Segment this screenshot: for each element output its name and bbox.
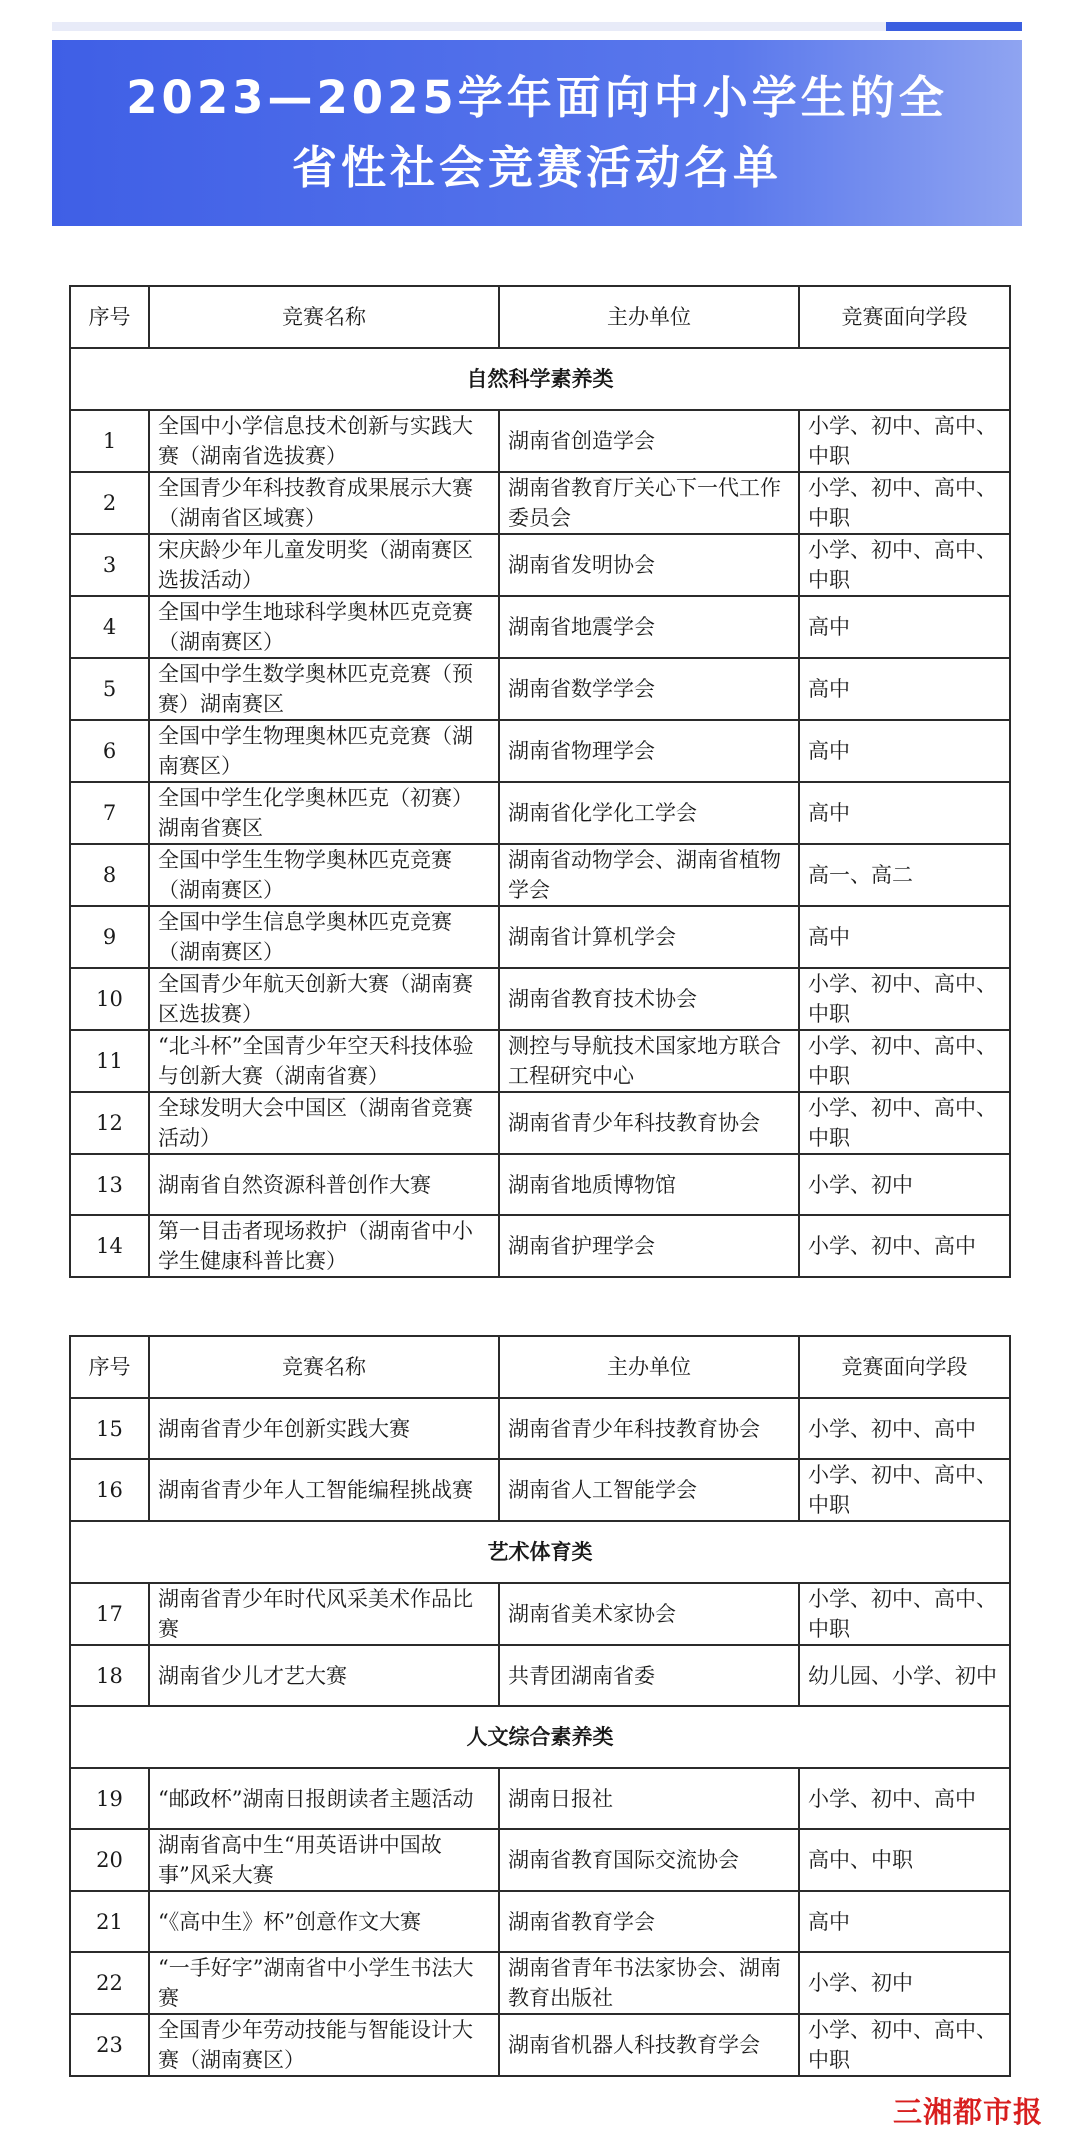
school-stage: 小学、初中、高中、中职 xyxy=(799,1030,1010,1092)
category-label: 自然科学素养类 xyxy=(70,348,1010,410)
row-number: 22 xyxy=(70,1952,149,2014)
table-row xyxy=(70,1829,1010,1891)
row-number: 15 xyxy=(70,1398,149,1459)
table-row xyxy=(70,1092,1010,1154)
competition-table-1 xyxy=(69,285,1011,1278)
competition-name: 全国中学生化学奥林匹克（初赛）湖南省赛区 xyxy=(149,782,499,844)
organizer: 湖南省人工智能学会 xyxy=(499,1459,799,1521)
competition-name: 全国中学生生物学奥林匹克竞赛（湖南赛区） xyxy=(149,844,499,906)
organizer: 湖南省教育技术协会 xyxy=(499,968,799,1030)
table-header-row xyxy=(70,1336,1010,1398)
organizer: 测控与导航技术国家地方联合工程研究中心 xyxy=(499,1030,799,1092)
table-row xyxy=(70,1768,1010,1829)
row-number: 8 xyxy=(70,844,149,906)
school-stage: 幼儿园、小学、初中 xyxy=(799,1645,1010,1706)
row-number: 3 xyxy=(70,534,149,596)
competition-name: 湖南省青少年时代风采美术作品比赛 xyxy=(149,1583,499,1645)
school-stage: 高一、高二 xyxy=(799,844,1010,906)
school-stage: 小学、初中、高中、中职 xyxy=(799,472,1010,534)
competition-name: 全国中学生数学奥林匹克竞赛（预赛）湖南赛区 xyxy=(149,658,499,720)
organizer: 湖南省美术家协会 xyxy=(499,1583,799,1645)
organizer: 湖南省地震学会 xyxy=(499,596,799,658)
row-number: 6 xyxy=(70,720,149,782)
row-number: 23 xyxy=(70,2014,149,2076)
competition-name: 湖南省青少年人工智能编程挑战赛 xyxy=(149,1459,499,1521)
category-row xyxy=(70,1521,1010,1583)
school-stage: 小学、初中、高中、中职 xyxy=(799,534,1010,596)
competition-name: 第一目击者现场救护（湖南省中小学生健康科普比赛） xyxy=(149,1215,499,1277)
competition-name: 全国中学生地球科学奥林匹克竞赛（湖南赛区） xyxy=(149,596,499,658)
organizer: 湖南省教育厅关心下一代工作委员会 xyxy=(499,472,799,534)
school-stage: 高中 xyxy=(799,658,1010,720)
table-row xyxy=(70,472,1010,534)
organizer: 湖南省创造学会 xyxy=(499,410,799,472)
organizer: 湖南省青年书法家协会、湖南教育出版社 xyxy=(499,1952,799,2014)
organizer: 共青团湖南省委 xyxy=(499,1645,799,1706)
column-header: 竞赛面向学段 xyxy=(799,1336,1010,1398)
school-stage: 小学、初中、高中、中职 xyxy=(799,1459,1010,1521)
row-number: 18 xyxy=(70,1645,149,1706)
newspaper-logo: 三湘都市报 xyxy=(893,2095,1044,2129)
competition-name: 湖南省少儿才艺大赛 xyxy=(149,1645,499,1706)
school-stage: 小学、初中 xyxy=(799,1952,1010,2014)
school-stage: 小学、初中、高中 xyxy=(799,1215,1010,1277)
organizer: 湖南省教育国际交流协会 xyxy=(499,1829,799,1891)
school-stage: 高中 xyxy=(799,1891,1010,1952)
organizer: 湖南省青少年科技教育协会 xyxy=(499,1398,799,1459)
column-header: 竞赛名称 xyxy=(149,1336,499,1398)
organizer: 湖南省青少年科技教育协会 xyxy=(499,1092,799,1154)
row-number: 2 xyxy=(70,472,149,534)
table-row xyxy=(70,534,1010,596)
table-row xyxy=(70,1583,1010,1645)
table-row xyxy=(70,1030,1010,1092)
competition-name: 全国青少年科技教育成果展示大赛（湖南省区域赛） xyxy=(149,472,499,534)
organizer: 湖南省发明协会 xyxy=(499,534,799,596)
organizer: 湖南省地质博物馆 xyxy=(499,1154,799,1215)
row-number: 12 xyxy=(70,1092,149,1154)
row-number: 19 xyxy=(70,1768,149,1829)
row-number: 5 xyxy=(70,658,149,720)
column-header: 主办单位 xyxy=(499,286,799,348)
competition-name: 全国中学生信息学奥林匹克竞赛（湖南赛区） xyxy=(149,906,499,968)
competition-name: 全国青少年航天创新大赛（湖南赛区选拔赛） xyxy=(149,968,499,1030)
school-stage: 高中 xyxy=(799,720,1010,782)
school-stage: 小学、初中、高中 xyxy=(799,1768,1010,1829)
school-stage: 小学、初中 xyxy=(799,1154,1010,1215)
competition-name: “邮政杯”湖南日报朗读者主题活动 xyxy=(149,1768,499,1829)
table-row xyxy=(70,1154,1010,1215)
organizer: 湖南省动物学会、湖南省植物学会 xyxy=(499,844,799,906)
competition-table-2 xyxy=(69,1335,1011,2077)
table-row xyxy=(70,1215,1010,1277)
competition-name: 湖南省青少年创新实践大赛 xyxy=(149,1398,499,1459)
competition-name: 全国中小学信息技术创新与实践大赛（湖南省选拔赛） xyxy=(149,410,499,472)
competition-name: 全国青少年劳动技能与智能设计大赛（湖南赛区） xyxy=(149,2014,499,2076)
page-title: 2023—2025学年面向中小学生的全省性社会竞赛活动名单 xyxy=(126,71,948,194)
competition-name: 全球发明大会中国区（湖南省竞赛活动） xyxy=(149,1092,499,1154)
table-header-row xyxy=(70,286,1010,348)
table-row xyxy=(70,844,1010,906)
column-header: 序号 xyxy=(70,1336,149,1398)
table-row xyxy=(70,2014,1010,2076)
organizer: 湖南省机器人科技教育学会 xyxy=(499,2014,799,2076)
table-row xyxy=(70,1952,1010,2014)
row-number: 14 xyxy=(70,1215,149,1277)
category-row xyxy=(70,1706,1010,1768)
table-row xyxy=(70,968,1010,1030)
category-label: 人文综合素养类 xyxy=(70,1706,1010,1768)
table-row xyxy=(70,1891,1010,1952)
school-stage: 高中 xyxy=(799,906,1010,968)
organizer: 湖南省计算机学会 xyxy=(499,906,799,968)
organizer: 湖南省化学化工学会 xyxy=(499,782,799,844)
competition-name: 全国中学生物理奥林匹克竞赛（湖南赛区） xyxy=(149,720,499,782)
table-row xyxy=(70,1398,1010,1459)
table-row xyxy=(70,658,1010,720)
column-header: 主办单位 xyxy=(499,1336,799,1398)
table-row xyxy=(70,782,1010,844)
competition-name: 湖南省自然资源科普创作大赛 xyxy=(149,1154,499,1215)
school-stage: 小学、初中、高中、中职 xyxy=(799,968,1010,1030)
school-stage: 小学、初中、高中 xyxy=(799,1398,1010,1459)
table-row xyxy=(70,720,1010,782)
row-number: 1 xyxy=(70,410,149,472)
column-header: 序号 xyxy=(70,286,149,348)
row-number: 9 xyxy=(70,906,149,968)
row-number: 11 xyxy=(70,1030,149,1092)
competition-name: “一手好字”湖南省中小学生书法大赛 xyxy=(149,1952,499,2014)
row-number: 7 xyxy=(70,782,149,844)
table-row xyxy=(70,1459,1010,1521)
competition-name: “北斗杯”全国青少年空天科技体验与创新大赛（湖南省赛） xyxy=(149,1030,499,1092)
organizer: 湖南省教育学会 xyxy=(499,1891,799,1952)
column-header: 竞赛面向学段 xyxy=(799,286,1010,348)
organizer: 湖南省物理学会 xyxy=(499,720,799,782)
row-number: 17 xyxy=(70,1583,149,1645)
row-number: 16 xyxy=(70,1459,149,1521)
top-strip xyxy=(52,22,1022,31)
column-header: 竞赛名称 xyxy=(149,286,499,348)
school-stage: 小学、初中、高中、中职 xyxy=(799,410,1010,472)
competition-name: 湖南省高中生“用英语讲中国故事”风采大赛 xyxy=(149,1829,499,1891)
organizer: 湖南省护理学会 xyxy=(499,1215,799,1277)
school-stage: 高中 xyxy=(799,596,1010,658)
competition-name: 宋庆龄少年儿童发明奖（湖南赛区选拔活动） xyxy=(149,534,499,596)
table-row xyxy=(70,596,1010,658)
table-row xyxy=(70,1645,1010,1706)
title-banner xyxy=(52,40,1022,226)
row-number: 4 xyxy=(70,596,149,658)
school-stage: 小学、初中、高中、中职 xyxy=(799,1583,1010,1645)
organizer: 湖南日报社 xyxy=(499,1768,799,1829)
category-row xyxy=(70,348,1010,410)
row-number: 21 xyxy=(70,1891,149,1952)
row-number: 10 xyxy=(70,968,149,1030)
top-strip-accent xyxy=(886,22,1022,31)
organizer: 湖南省数学学会 xyxy=(499,658,799,720)
competition-name: “《高中生》杯”创意作文大赛 xyxy=(149,1891,499,1952)
school-stage: 小学、初中、高中、中职 xyxy=(799,2014,1010,2076)
school-stage: 小学、初中、高中、中职 xyxy=(799,1092,1010,1154)
school-stage: 高中、中职 xyxy=(799,1829,1010,1891)
school-stage: 高中 xyxy=(799,782,1010,844)
table-row xyxy=(70,410,1010,472)
category-label: 艺术体育类 xyxy=(70,1521,1010,1583)
table-row xyxy=(70,906,1010,968)
row-number: 20 xyxy=(70,1829,149,1891)
row-number: 13 xyxy=(70,1154,149,1215)
